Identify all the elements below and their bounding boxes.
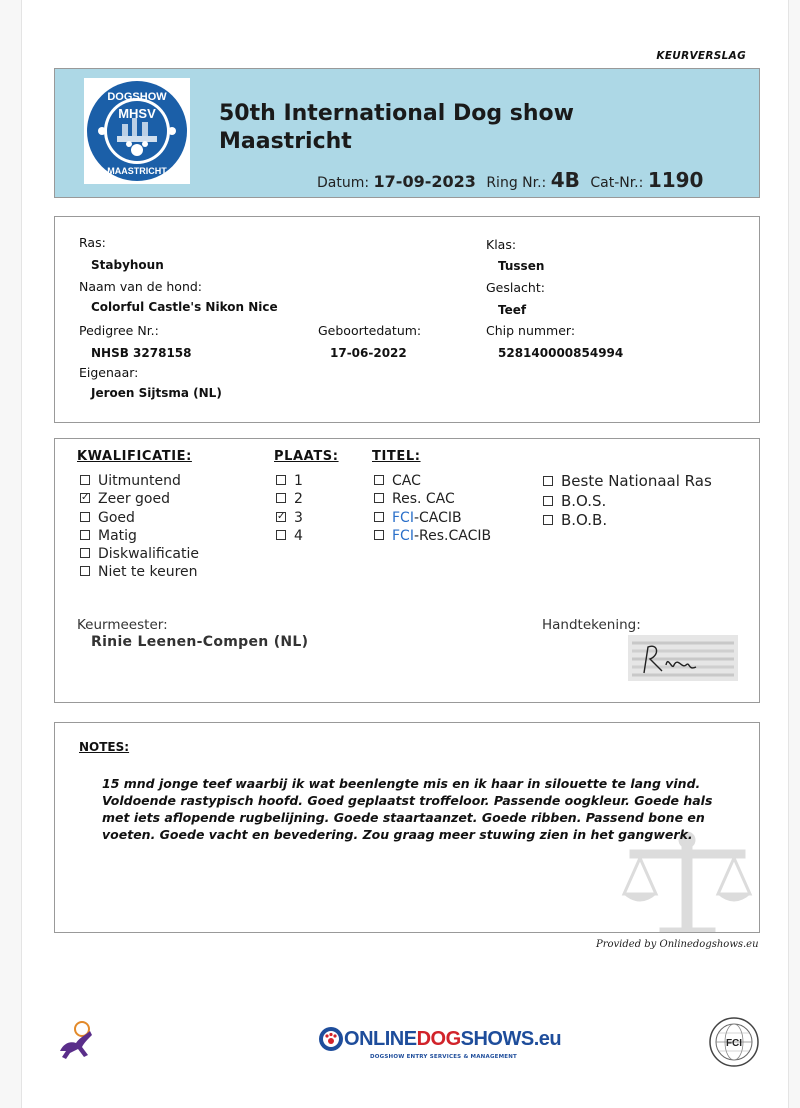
klas-value: Tussen [498, 259, 545, 273]
chip-value: 528140000854994 [498, 346, 624, 360]
kwalificatie-header: KWALIFICATIE: [77, 449, 192, 464]
datum-label: Datum: [317, 175, 370, 191]
titel-option[interactable]: Res. CAC [374, 490, 491, 508]
plaats-header: PLAATS: [274, 449, 339, 464]
notes-text: 15 mnd jonge teef waarbij ik wat beenlengte mis en ik haar in silouette te lang vind. Voldoende rastypisch hoofd. Goed geplaatst troffeloor. Passende oogkleur. Goede hals met iets aflopende rugbelijning. Goede staartaanzet. Goede ribben. Passend bone en voeten. Goede vacht en bevedering. Zou graag meer stuwing zien in het gangwerk. [102, 776, 713, 842]
plaats-option[interactable]: 1 [276, 472, 303, 490]
fci-logo [708, 1016, 760, 1068]
paw-badge-icon [318, 1026, 344, 1052]
extra-title-option[interactable]: Beste Nationaal Ras [543, 472, 712, 492]
chip-label: Chip nummer: [486, 323, 576, 338]
dogshow-logo-emblem [84, 78, 190, 184]
checkbox-icon[interactable] [374, 530, 384, 540]
cat-value: 1190 [647, 168, 704, 192]
kwalificatie-option[interactable]: Diskwalificatie [80, 545, 199, 563]
scale-watermark-icon [620, 828, 755, 933]
brand-nline: NLINE [359, 1028, 417, 1050]
show-title-line2: Maastricht [219, 129, 352, 154]
kwalificatie-option[interactable]: Uitmuntend [80, 472, 199, 490]
logo-text-middle: MHSV [118, 106, 156, 121]
kwalificatie-option[interactable]: Matig [80, 527, 199, 545]
checkbox-icon[interactable] [276, 493, 286, 503]
judging-box [54, 438, 760, 703]
ring-label: Ring Nr.: [486, 175, 547, 191]
brand-subtitle: DOGSHOW ENTRY SERVICES & MANAGEMENT [370, 1054, 518, 1060]
geboorte-label: Geboortedatum: [318, 323, 422, 338]
fci-prefix: FCI [392, 527, 414, 544]
checkbox-icon[interactable] [543, 496, 553, 506]
ras-label: Ras: [79, 235, 106, 250]
dogshow-logo [84, 78, 190, 184]
kwalificatie-option[interactable]: Goed [80, 509, 199, 527]
brand-shows: SHOWS [460, 1028, 534, 1050]
dog-info-box [54, 216, 760, 423]
plaats-list [276, 472, 303, 545]
fci-globe-icon [708, 1016, 760, 1068]
checkbox-icon[interactable] [80, 493, 90, 503]
dog-agility-logo [54, 1017, 100, 1061]
show-title-line1: 50th International Dog show [219, 101, 574, 126]
logo-text-top: DOGSHOW [107, 91, 167, 103]
checkbox-icon[interactable] [276, 512, 286, 522]
extra-title-option[interactable]: B.O.S. [543, 492, 712, 512]
report-type: KEURVERSLAG [656, 50, 746, 62]
titel-list [374, 472, 491, 545]
brand-dog: DOG [416, 1028, 461, 1050]
geslacht-value: Teef [498, 303, 527, 317]
extra-title-option[interactable]: B.O.B. [543, 511, 712, 531]
checkbox-icon[interactable] [276, 530, 286, 540]
ring-value: 4B [550, 168, 580, 192]
keurmeester-label: Keurmeester: [77, 617, 168, 633]
plaats-option[interactable]: 4 [276, 527, 303, 545]
kwalificatie-option[interactable]: Niet te keuren [80, 563, 199, 581]
show-header [54, 68, 760, 198]
brand-name [344, 1028, 561, 1051]
checkbox-icon[interactable] [276, 475, 286, 485]
show-title [219, 100, 574, 156]
titel-option[interactable]: FCI-CACIB [374, 509, 491, 527]
checkbox-icon[interactable] [543, 476, 553, 486]
brand-eu: .eu [533, 1028, 562, 1050]
geslacht-label: Geslacht: [486, 280, 545, 295]
keurmeester-value: Rinie Leenen-Compen (NL) [91, 634, 309, 650]
eigenaar-label: Eigenaar: [79, 365, 139, 380]
dog-agility-icon [54, 1017, 100, 1061]
checkbox-icon[interactable] [80, 530, 90, 540]
checkbox-icon[interactable] [374, 493, 384, 503]
brand-o: O [344, 1028, 360, 1050]
notes-header: NOTES: [79, 740, 130, 754]
show-meta [317, 168, 709, 192]
pedigree-label: Pedigree Nr.: [79, 323, 159, 338]
pedigree-value: NHSB 3278158 [91, 346, 192, 360]
checkbox-icon[interactable] [374, 512, 384, 522]
fci-prefix: FCI [392, 509, 414, 526]
signature-scribble [628, 635, 738, 681]
fci-logo-text: FCI [725, 1038, 743, 1049]
signature-image [628, 635, 738, 681]
handtekening-label: Handtekening: [542, 617, 641, 633]
page-edge-left [0, 0, 22, 1108]
plaats-option[interactable]: ✓3 [276, 509, 303, 527]
naam-label: Naam van de hond: [79, 279, 203, 294]
provided-by: Provided by Onlinedogshows.eu [596, 939, 759, 950]
ras-value: Stabyhoun [91, 258, 164, 272]
onlinedogshows-logo [318, 1024, 562, 1066]
checkbox-icon[interactable] [374, 475, 384, 485]
extra-titles-list [543, 472, 712, 531]
datum-value: 17-09-2023 [373, 172, 476, 191]
notes-box [54, 722, 760, 933]
titel-header: TITEL: [372, 449, 421, 464]
kwalificatie-option[interactable]: ✓Zeer goed [80, 490, 199, 508]
titel-option[interactable]: CAC [374, 472, 491, 490]
geboorte-value: 17-06-2022 [330, 346, 407, 360]
checkbox-icon[interactable] [80, 548, 90, 558]
kwalificatie-list [80, 472, 199, 582]
logo-text-bottom: MAASTRICHT [107, 166, 167, 176]
checkbox-icon[interactable] [80, 475, 90, 485]
naam-value: Colorful Castle's Nikon Nice [91, 300, 278, 314]
cat-label: Cat-Nr.: [590, 175, 644, 191]
checkbox-icon[interactable] [80, 512, 90, 522]
checkbox-icon[interactable] [80, 566, 90, 576]
plaats-option[interactable]: 2 [276, 490, 303, 508]
klas-label: Klas: [486, 237, 517, 252]
page-edge-right [788, 0, 800, 1108]
checkbox-icon[interactable] [543, 515, 553, 525]
titel-option[interactable]: FCI-Res.CACIB [374, 527, 491, 545]
eigenaar-value: Jeroen Sijtsma (NL) [91, 386, 222, 400]
